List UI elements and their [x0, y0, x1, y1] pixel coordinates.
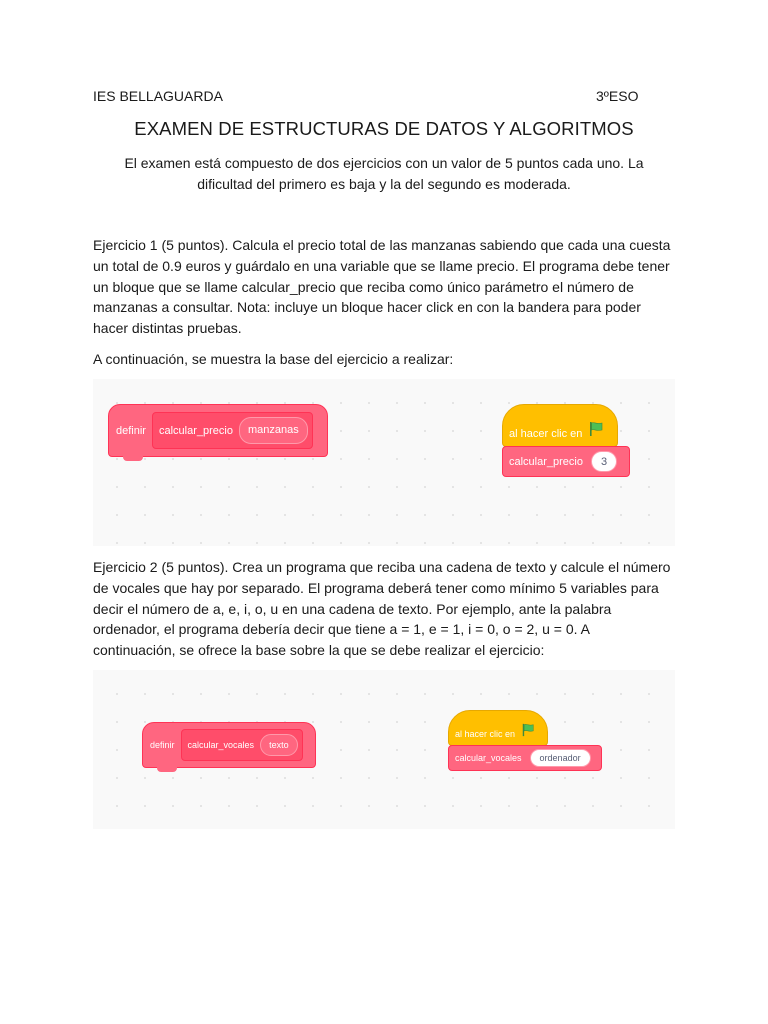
define-block[interactable] [108, 404, 328, 457]
exercise2-statement: Ejercicio 2 (5 puntos). Crea un programa que reciba una cadena de texto y calcule el número de vocales que hay por separado. El programa deberá tener como mínimo 5 variables para decir el número de a, e, i, o, u en una cadena de texto. Por ejemplo, ante la palabra ordenador, el programa debería decir que tiene a = 1, e = 1, i = 0, o = 2, u = 0. A continuación, se ofrece la base sobre la que se debe realizar el ejercicio: [93, 559, 671, 659]
when-flag-clicked-block[interactable] [448, 710, 548, 746]
intro-text: El examen está compuesto de dos ejercicios con un valor de 5 puntos cada uno. La dificultad del primero es baja y la del segundo es moderada. [124, 155, 644, 192]
header-school: IES BELLAGUARDA [93, 88, 223, 104]
define-param-pill[interactable]: texto [260, 734, 298, 757]
green-flag-icon [588, 421, 604, 440]
define-prototype[interactable] [181, 729, 303, 761]
call-arg-input[interactable]: ordenador [530, 749, 591, 767]
green-flag-icon [521, 723, 535, 739]
exercise1-statement: Ejercicio 1 (5 puntos). Calcula el precio total de las manzanas sabiendo que cada una cuesta un total de 0.9 euros y guárdalo en una variable que se llame precio. El programa debe tener un bloque que se llame calcular_precio que reciba como único parámetro el número de manzanas a consultar. Nota: incluye un bloque hacer click en con la bandera para poder hacer distintas pruebas. [93, 237, 671, 337]
define-prototype[interactable] [152, 412, 313, 449]
exercise1-lead: A continuación, se muestra la base del ejercicio a realizar: [93, 351, 454, 367]
call-block[interactable] [448, 745, 602, 771]
hat-label: al hacer clic en [509, 428, 583, 440]
define-block-name: calcular_vocales [187, 739, 255, 750]
call-arg-input[interactable]: 3 [591, 451, 617, 473]
define-block[interactable] [142, 722, 316, 768]
define-keyword: definir [150, 740, 175, 750]
call-block-name: calcular_precio [509, 455, 583, 468]
when-flag-clicked-block[interactable] [502, 404, 618, 447]
page-title: EXAMEN DE ESTRUCTURAS DE DATOS Y ALGORITMOS [134, 118, 634, 139]
exercise2-code-area [93, 670, 675, 829]
exercise1-code-area [93, 379, 675, 546]
call-block-name: calcular_vocales [455, 753, 522, 763]
define-param-pill[interactable]: manzanas [239, 417, 308, 443]
header-course: 3ºESO [596, 88, 639, 104]
call-block[interactable] [502, 446, 630, 477]
hat-label: al hacer clic en [455, 729, 516, 739]
define-block-name: calcular_precio [158, 424, 233, 437]
define-keyword: definir [116, 424, 146, 437]
